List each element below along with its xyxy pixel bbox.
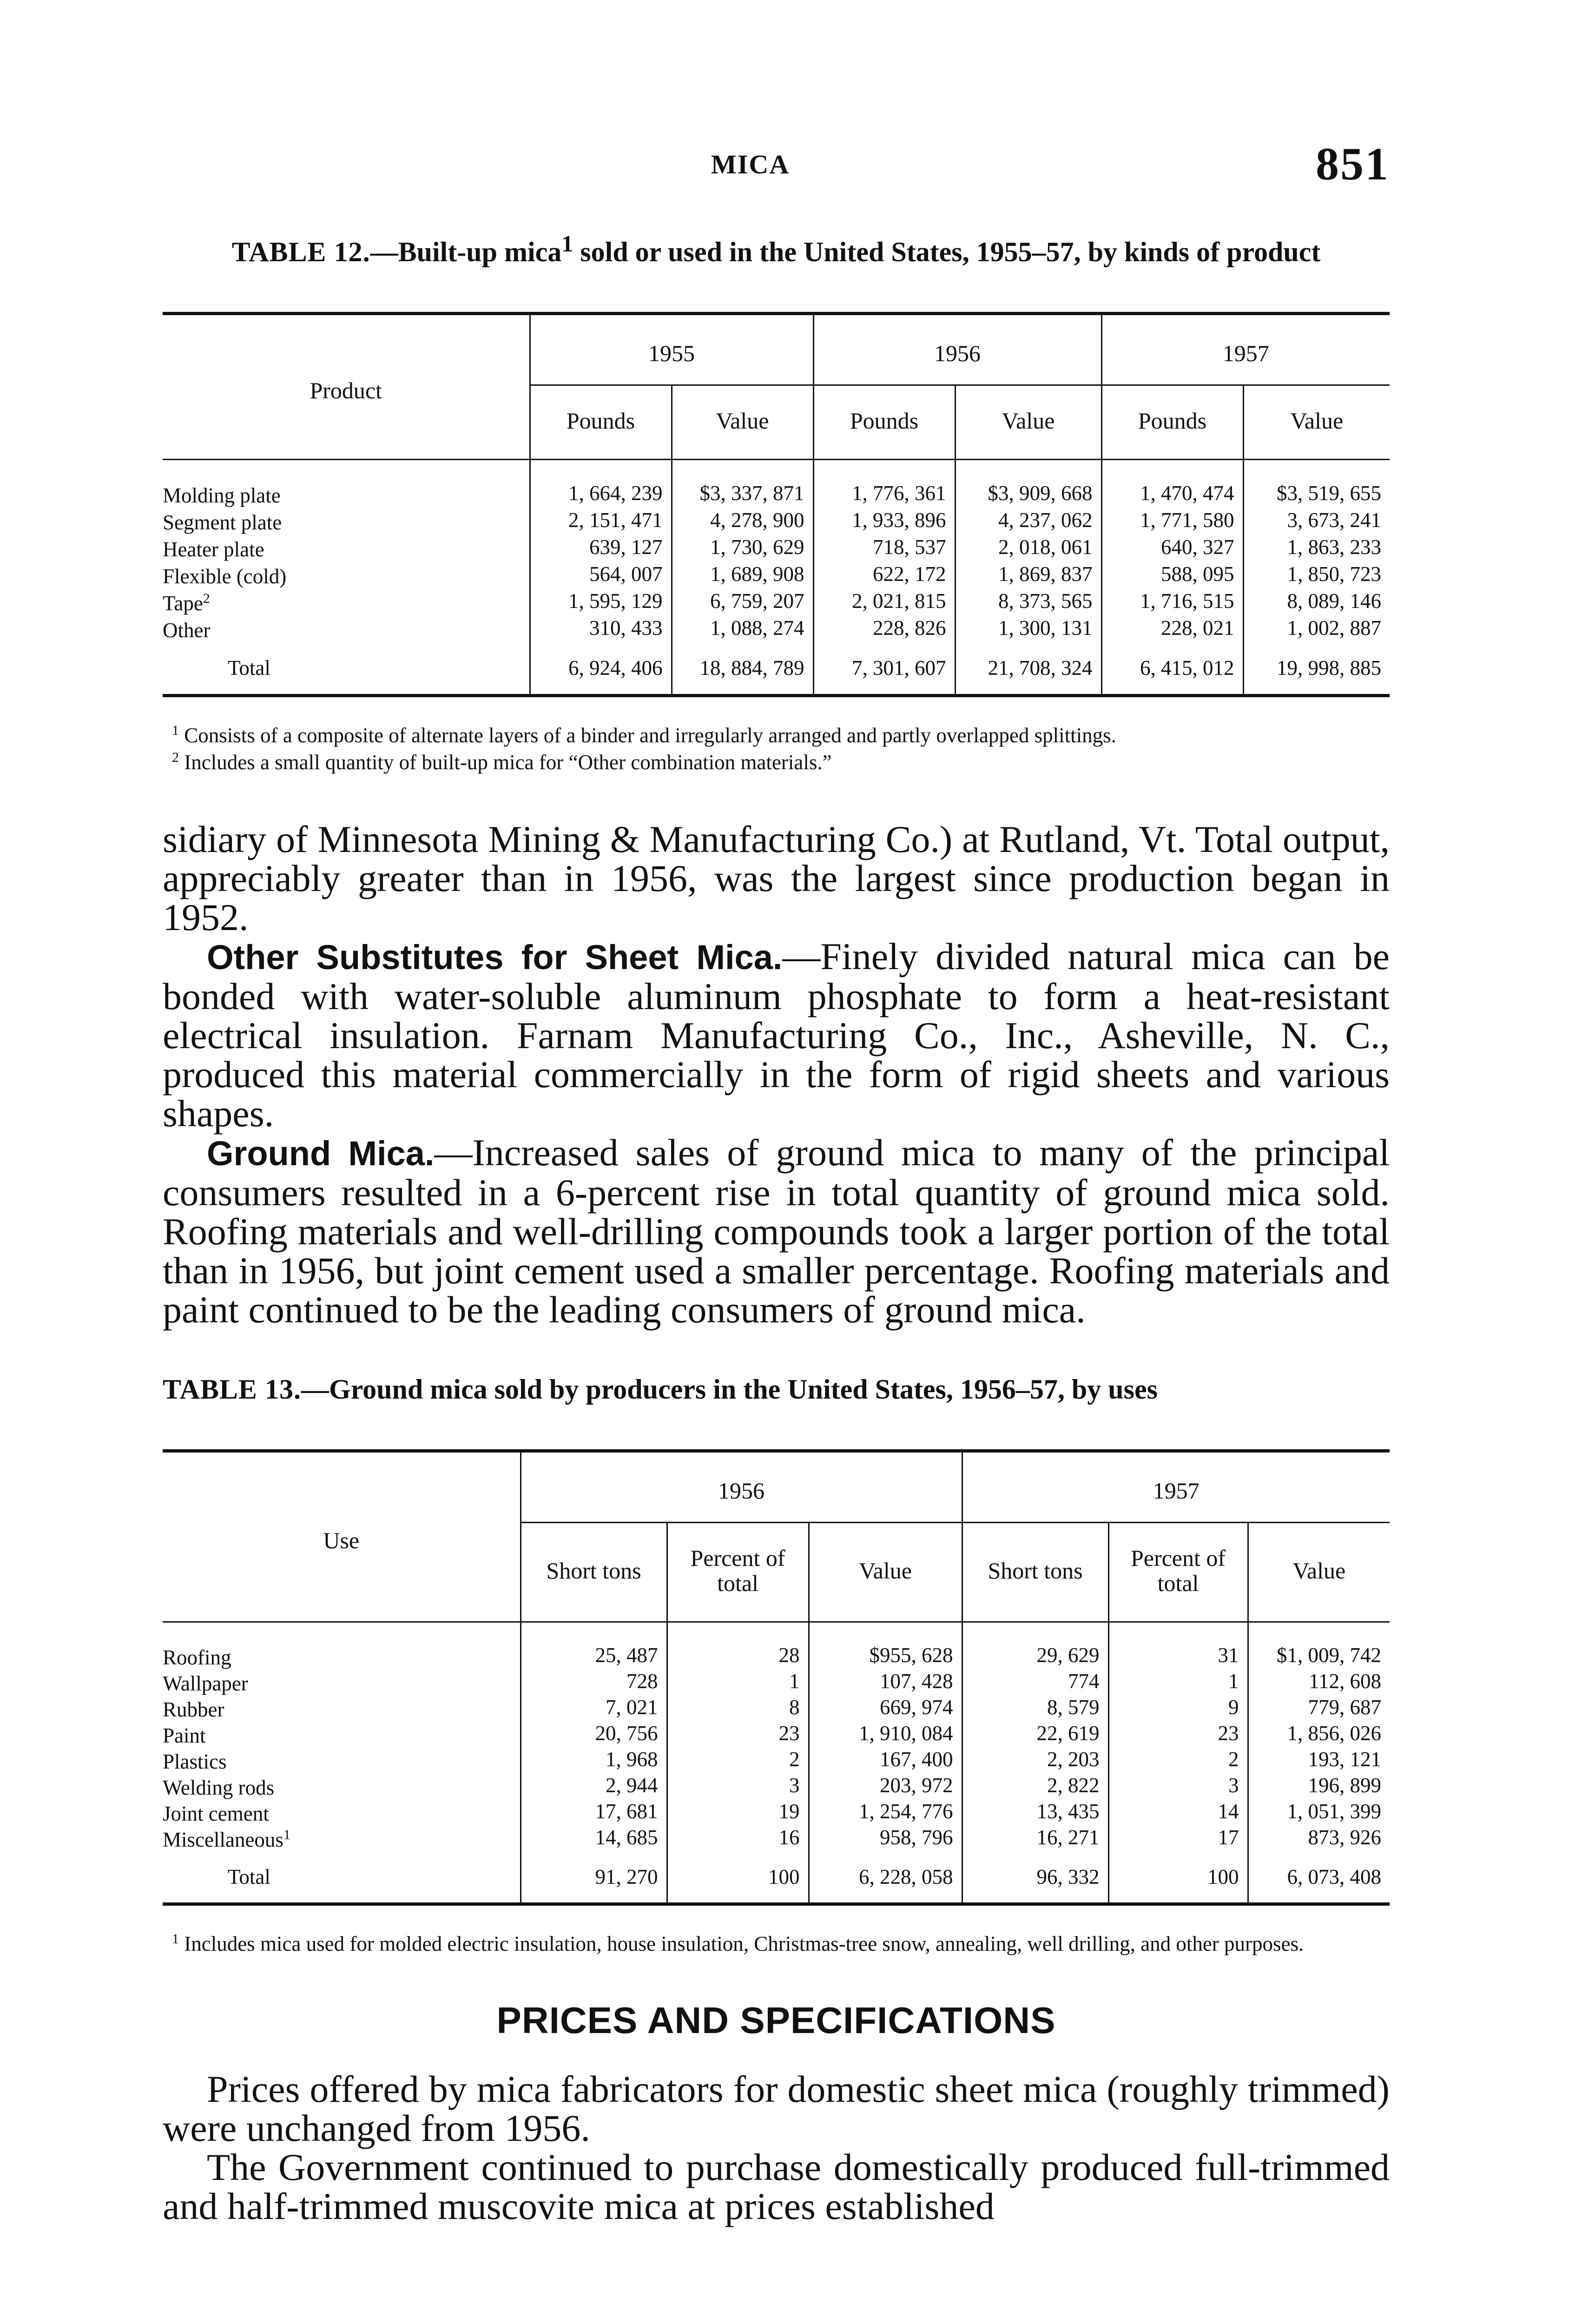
- table-row: [163, 1642, 1390, 1668]
- table13-header-use: Use: [163, 1451, 521, 1622]
- table-cell: 1, 254, 776: [809, 1798, 962, 1824]
- table-cell: 1, 689, 908: [672, 561, 813, 588]
- table-cell: 873, 926: [1248, 1824, 1390, 1850]
- table12-header-value: Value: [1243, 385, 1390, 460]
- table-cell: 1, 910, 084: [809, 1720, 962, 1746]
- table-cell: 228, 021: [1101, 614, 1243, 641]
- table-cell: 639, 127: [530, 534, 672, 561]
- table13-header-value: Value: [809, 1523, 962, 1622]
- prices-paragraph-1: Prices offered by mica fabricators for domestic sheet mica (roughly trimmed) were unchanged from 1956.: [163, 2068, 1390, 2149]
- row-label: [163, 480, 530, 507]
- table-cell: 7, 021: [521, 1694, 667, 1720]
- section-heading-prices: PRICES AND SPECIFICATIONS: [496, 2000, 1056, 2041]
- runin-heading: Other Substitutes for Sheet Mica.: [207, 938, 783, 977]
- table-cell: 1, 470, 474: [1101, 480, 1243, 507]
- table13-caption-text: —Ground mica sold by producers in the United States, 1956–57, by uses: [301, 1374, 1158, 1405]
- row-label: [163, 1746, 521, 1772]
- table-cell: 14: [1108, 1798, 1248, 1824]
- row-label-text: Heater plate: [163, 538, 264, 561]
- table-cell: 310, 433: [530, 614, 672, 641]
- table-cell: 23: [1108, 1720, 1248, 1746]
- table12-caption: [163, 228, 1390, 268]
- table12-header-pounds: Pounds: [530, 385, 672, 460]
- table-cell: 29, 629: [962, 1642, 1108, 1668]
- table13-header-short-tons: Short tons: [521, 1523, 667, 1622]
- table-cell: 9: [1108, 1694, 1248, 1720]
- table-cell: 8, 089, 146: [1243, 588, 1390, 614]
- table-cell: 1, 869, 837: [955, 561, 1101, 588]
- row-label-text: Plastics: [163, 1750, 227, 1773]
- table-cell: 107, 428: [809, 1668, 962, 1694]
- table-cell: 196, 899: [1248, 1772, 1390, 1798]
- table-cell: 16: [667, 1824, 809, 1850]
- total-cell: 19, 998, 885: [1243, 654, 1390, 696]
- row-label: [163, 1720, 521, 1746]
- row-label: [163, 1798, 521, 1824]
- total-cell: 91, 270: [521, 1863, 667, 1904]
- row-label-text: Tape: [163, 592, 203, 615]
- table-cell: 774: [962, 1668, 1108, 1694]
- table-cell: 8, 579: [962, 1694, 1108, 1720]
- table-cell: $3, 909, 668: [955, 480, 1101, 507]
- row-label-footnote-marker: 2: [203, 591, 210, 606]
- row-label: [163, 534, 530, 561]
- total-row: [163, 654, 1390, 696]
- table-cell: 17: [1108, 1824, 1248, 1850]
- table13-caption: [163, 1373, 1390, 1405]
- table-cell: 20, 756: [521, 1720, 667, 1746]
- total-cell: 96, 332: [962, 1863, 1108, 1904]
- table13-header-year: 1956: [521, 1451, 962, 1523]
- row-label-text: Welding rods: [163, 1776, 275, 1799]
- footnote-marker: 2: [172, 750, 179, 765]
- table-cell: 1, 664, 239: [530, 480, 672, 507]
- table-cell: 14, 685: [521, 1824, 667, 1850]
- table-cell: 1, 776, 361: [813, 480, 955, 507]
- paragraph-text: —Finely divided natural mica can be bonded with water-soluble aluminum phosphate to form a heat-resistant electrical insulation. Farnam Manufacturing Co., Inc., Asheville, N. C., produced this material commercially in the form of rigid sheets and various shapes.: [163, 935, 1390, 1135]
- table-cell: 23: [667, 1720, 809, 1746]
- row-label-footnote-marker: 1: [283, 1827, 290, 1842]
- total-cell: 7, 301, 607: [813, 654, 955, 696]
- row-label: [163, 614, 530, 641]
- table-cell: 1, 051, 399: [1248, 1798, 1390, 1824]
- table-cell: 2, 151, 471: [530, 507, 672, 534]
- table-cell: 1, 002, 887: [1243, 614, 1390, 641]
- table-cell: $3, 337, 871: [672, 480, 813, 507]
- table-row: [163, 1772, 1390, 1798]
- table-cell: 3: [1108, 1772, 1248, 1798]
- table13-header-percent: Percent of total: [667, 1523, 809, 1622]
- table-row: [163, 1746, 1390, 1772]
- table-cell: 1, 730, 629: [672, 534, 813, 561]
- table-cell: 2, 944: [521, 1772, 667, 1798]
- row-label: [163, 1772, 521, 1798]
- table-row: [163, 614, 1390, 641]
- table-cell: 167, 400: [809, 1746, 962, 1772]
- table-cell: 28: [667, 1642, 809, 1668]
- row-label-text: Rubber: [163, 1698, 224, 1721]
- table-cell: 718, 537: [813, 534, 955, 561]
- table-cell: 669, 974: [809, 1694, 962, 1720]
- total-cell: 6, 228, 058: [809, 1863, 962, 1904]
- total-cell: 100: [1108, 1863, 1248, 1904]
- table-cell: 4, 278, 900: [672, 507, 813, 534]
- table12-footnote-1: [163, 720, 1390, 746]
- table13-header-year: 1957: [962, 1451, 1390, 1523]
- row-label-text: Molding plate: [163, 484, 281, 507]
- table-cell: 2: [667, 1746, 809, 1772]
- total-cell: 100: [667, 1863, 809, 1904]
- table-cell: 31: [1108, 1642, 1248, 1668]
- table-row: [163, 1720, 1390, 1746]
- table13-footnotes: [163, 1928, 1390, 1955]
- table-cell: 19: [667, 1798, 809, 1824]
- table-cell: 2, 203: [962, 1746, 1108, 1772]
- table-row: [163, 1668, 1390, 1694]
- table12-caption-rest: sold or used in the United States, 1955–57, by kinds of product: [573, 237, 1321, 267]
- table-row: [163, 480, 1390, 507]
- table-cell: 112, 608: [1248, 1668, 1390, 1694]
- body-paragraph-1: sidiary of Minnesota Mining & Manufacturing Co.) at Rutland, Vt. Total output, appreciably greater than in 1956, was the largest since production began in 1952.: [163, 818, 1390, 938]
- table-cell: 1, 856, 026: [1248, 1720, 1390, 1746]
- table-cell: 2, 018, 061: [955, 534, 1101, 561]
- row-label-text: Joint cement: [163, 1802, 269, 1825]
- footnote-text: Includes mica used for molded electric insulation, house insulation, Christmas-tree snow, annealing, well drilling, and other purposes.: [179, 1932, 1304, 1955]
- table-cell: 8: [667, 1694, 809, 1720]
- table-cell: 1: [667, 1668, 809, 1694]
- row-label-text: Roofing: [163, 1646, 231, 1669]
- row-label: [163, 1694, 521, 1720]
- table-cell: 1, 968: [521, 1746, 667, 1772]
- table-cell: $1, 009, 742: [1248, 1642, 1390, 1668]
- total-cell: 6, 415, 012: [1101, 654, 1243, 696]
- total-label: Total: [163, 1863, 521, 1904]
- paragraph-text: —Increased sales of ground mica to many of the principal consumers resulted in a 6-percent rise in total quantity of ground mica sold. Roofing materials and well-drilling compounds took a larger portion of the total than in 1956, but joint cement used a smaller percentage. Roofing materials and paint continued to be the leading consumers of ground mica.: [163, 1131, 1390, 1331]
- table12-caption-sup: 1: [561, 231, 573, 257]
- total-cell: 21, 708, 324: [955, 654, 1101, 696]
- table-cell: 17, 681: [521, 1798, 667, 1824]
- row-label-text: Other: [163, 619, 211, 642]
- table-cell: 2, 021, 815: [813, 588, 955, 614]
- table-row: [163, 1824, 1390, 1850]
- row-label: [163, 1668, 521, 1694]
- table-cell: 779, 687: [1248, 1694, 1390, 1720]
- table-cell: 13, 435: [962, 1798, 1108, 1824]
- footnote-text: Includes a small quantity of built-up mica for “Other combination materials.”: [179, 751, 832, 774]
- body-text: [163, 820, 1390, 1329]
- table-cell: 8, 373, 565: [955, 588, 1101, 614]
- footnote-text: Consists of a composite of alternate layers of a binder and irregularly arranged and partly overlapped splittings.: [179, 724, 1116, 747]
- row-label-text: Paint: [163, 1724, 206, 1747]
- table-cell: 3: [667, 1772, 809, 1798]
- row-label: [163, 1642, 521, 1668]
- table12-header-value: Value: [955, 385, 1101, 460]
- table-cell: 1: [1108, 1668, 1248, 1694]
- table-cell: 2, 822: [962, 1772, 1108, 1798]
- page-number: 851: [1316, 138, 1390, 190]
- table-cell: 1, 771, 580: [1101, 507, 1243, 534]
- table-cell: 6, 759, 207: [672, 588, 813, 614]
- table12-header-value: Value: [672, 385, 813, 460]
- table12-header-year: 1956: [813, 314, 1101, 385]
- table-cell: $955, 628: [809, 1642, 962, 1668]
- body-paragraph-2: [163, 937, 1390, 1133]
- table-cell: 1, 933, 896: [813, 507, 955, 534]
- runin-heading: Ground Mica.: [207, 1134, 435, 1173]
- table12-caption-text: —Built-up mica: [370, 237, 562, 267]
- table-row: [163, 1798, 1390, 1824]
- total-label: Total: [163, 654, 530, 696]
- table-cell: 728: [521, 1668, 667, 1694]
- table12-header-year: 1955: [530, 314, 813, 385]
- running-title: MICA: [711, 149, 790, 179]
- running-head: [163, 0, 1390, 195]
- row-label: [163, 1824, 521, 1850]
- row-label: [163, 561, 530, 588]
- row-label-text: Miscellaneous: [163, 1828, 283, 1851]
- table-cell: 1, 088, 274: [672, 614, 813, 641]
- row-label-text: Flexible (cold): [163, 565, 287, 588]
- table-row: [163, 534, 1390, 561]
- table-row: [163, 588, 1390, 614]
- footnote-marker: 1: [172, 723, 179, 738]
- row-label: [163, 588, 530, 614]
- table13-header-percent: Percent of total: [1108, 1523, 1248, 1622]
- total-row: [163, 1863, 1390, 1904]
- table-row: [163, 1694, 1390, 1720]
- total-cell: 18, 884, 789: [672, 654, 813, 696]
- table13-header-short-tons: Short tons: [962, 1523, 1108, 1622]
- row-label: [163, 507, 530, 534]
- table-cell: 22, 619: [962, 1720, 1108, 1746]
- table-cell: 1, 863, 233: [1243, 534, 1390, 561]
- table12-header-product: Product: [163, 314, 530, 460]
- table12-header-pounds: Pounds: [1101, 385, 1243, 460]
- table-cell: 622, 172: [813, 561, 955, 588]
- table13-footnote-1: [163, 1928, 1390, 1955]
- table12-header-pounds: Pounds: [813, 385, 955, 460]
- table12-footnote-2: [163, 746, 1390, 773]
- table12-header-year: 1957: [1101, 314, 1390, 385]
- table-cell: 1, 300, 131: [955, 614, 1101, 641]
- table-cell: 228, 826: [813, 614, 955, 641]
- total-cell: 6, 073, 408: [1248, 1863, 1390, 1904]
- table-cell: 4, 237, 062: [955, 507, 1101, 534]
- table-cell: 564, 007: [530, 561, 672, 588]
- prices-paragraph-2: The Government continued to purchase domestically produced full-trimmed and half-trimmed muscovite mica at prices established: [163, 2146, 1390, 2227]
- table-cell: 203, 972: [809, 1772, 962, 1798]
- row-label-text: Wallpaper: [163, 1672, 248, 1695]
- table13-caption-lead: TABLE 13.: [163, 1374, 301, 1405]
- footnote-marker: 1: [172, 1931, 179, 1947]
- table-cell: 1, 716, 515: [1101, 588, 1243, 614]
- table-cell: 640, 327: [1101, 534, 1243, 561]
- table-cell: 16, 271: [962, 1824, 1108, 1850]
- row-label-text: Segment plate: [163, 511, 282, 534]
- table12-footnotes: [163, 720, 1390, 773]
- table-row: [163, 507, 1390, 534]
- body-paragraph-3: [163, 1133, 1390, 1329]
- table-cell: 588, 095: [1101, 561, 1243, 588]
- table-cell: 2: [1108, 1746, 1248, 1772]
- table12-caption-lead: TABLE 12.: [231, 237, 370, 267]
- table-cell: $3, 519, 655: [1243, 480, 1390, 507]
- table-cell: 193, 121: [1248, 1746, 1390, 1772]
- table-cell: 25, 487: [521, 1642, 667, 1668]
- table13: [163, 1449, 1390, 1906]
- page: [163, 0, 1390, 2226]
- total-cell: 6, 924, 406: [530, 654, 672, 696]
- table-cell: 958, 796: [809, 1824, 962, 1850]
- table-row: [163, 561, 1390, 588]
- prices-text: [163, 2070, 1390, 2226]
- table-cell: 3, 673, 241: [1243, 507, 1390, 534]
- table-cell: 1, 595, 129: [530, 588, 672, 614]
- table-cell: 1, 850, 723: [1243, 561, 1390, 588]
- table12: [163, 312, 1390, 697]
- table13-header-value: Value: [1248, 1523, 1390, 1622]
